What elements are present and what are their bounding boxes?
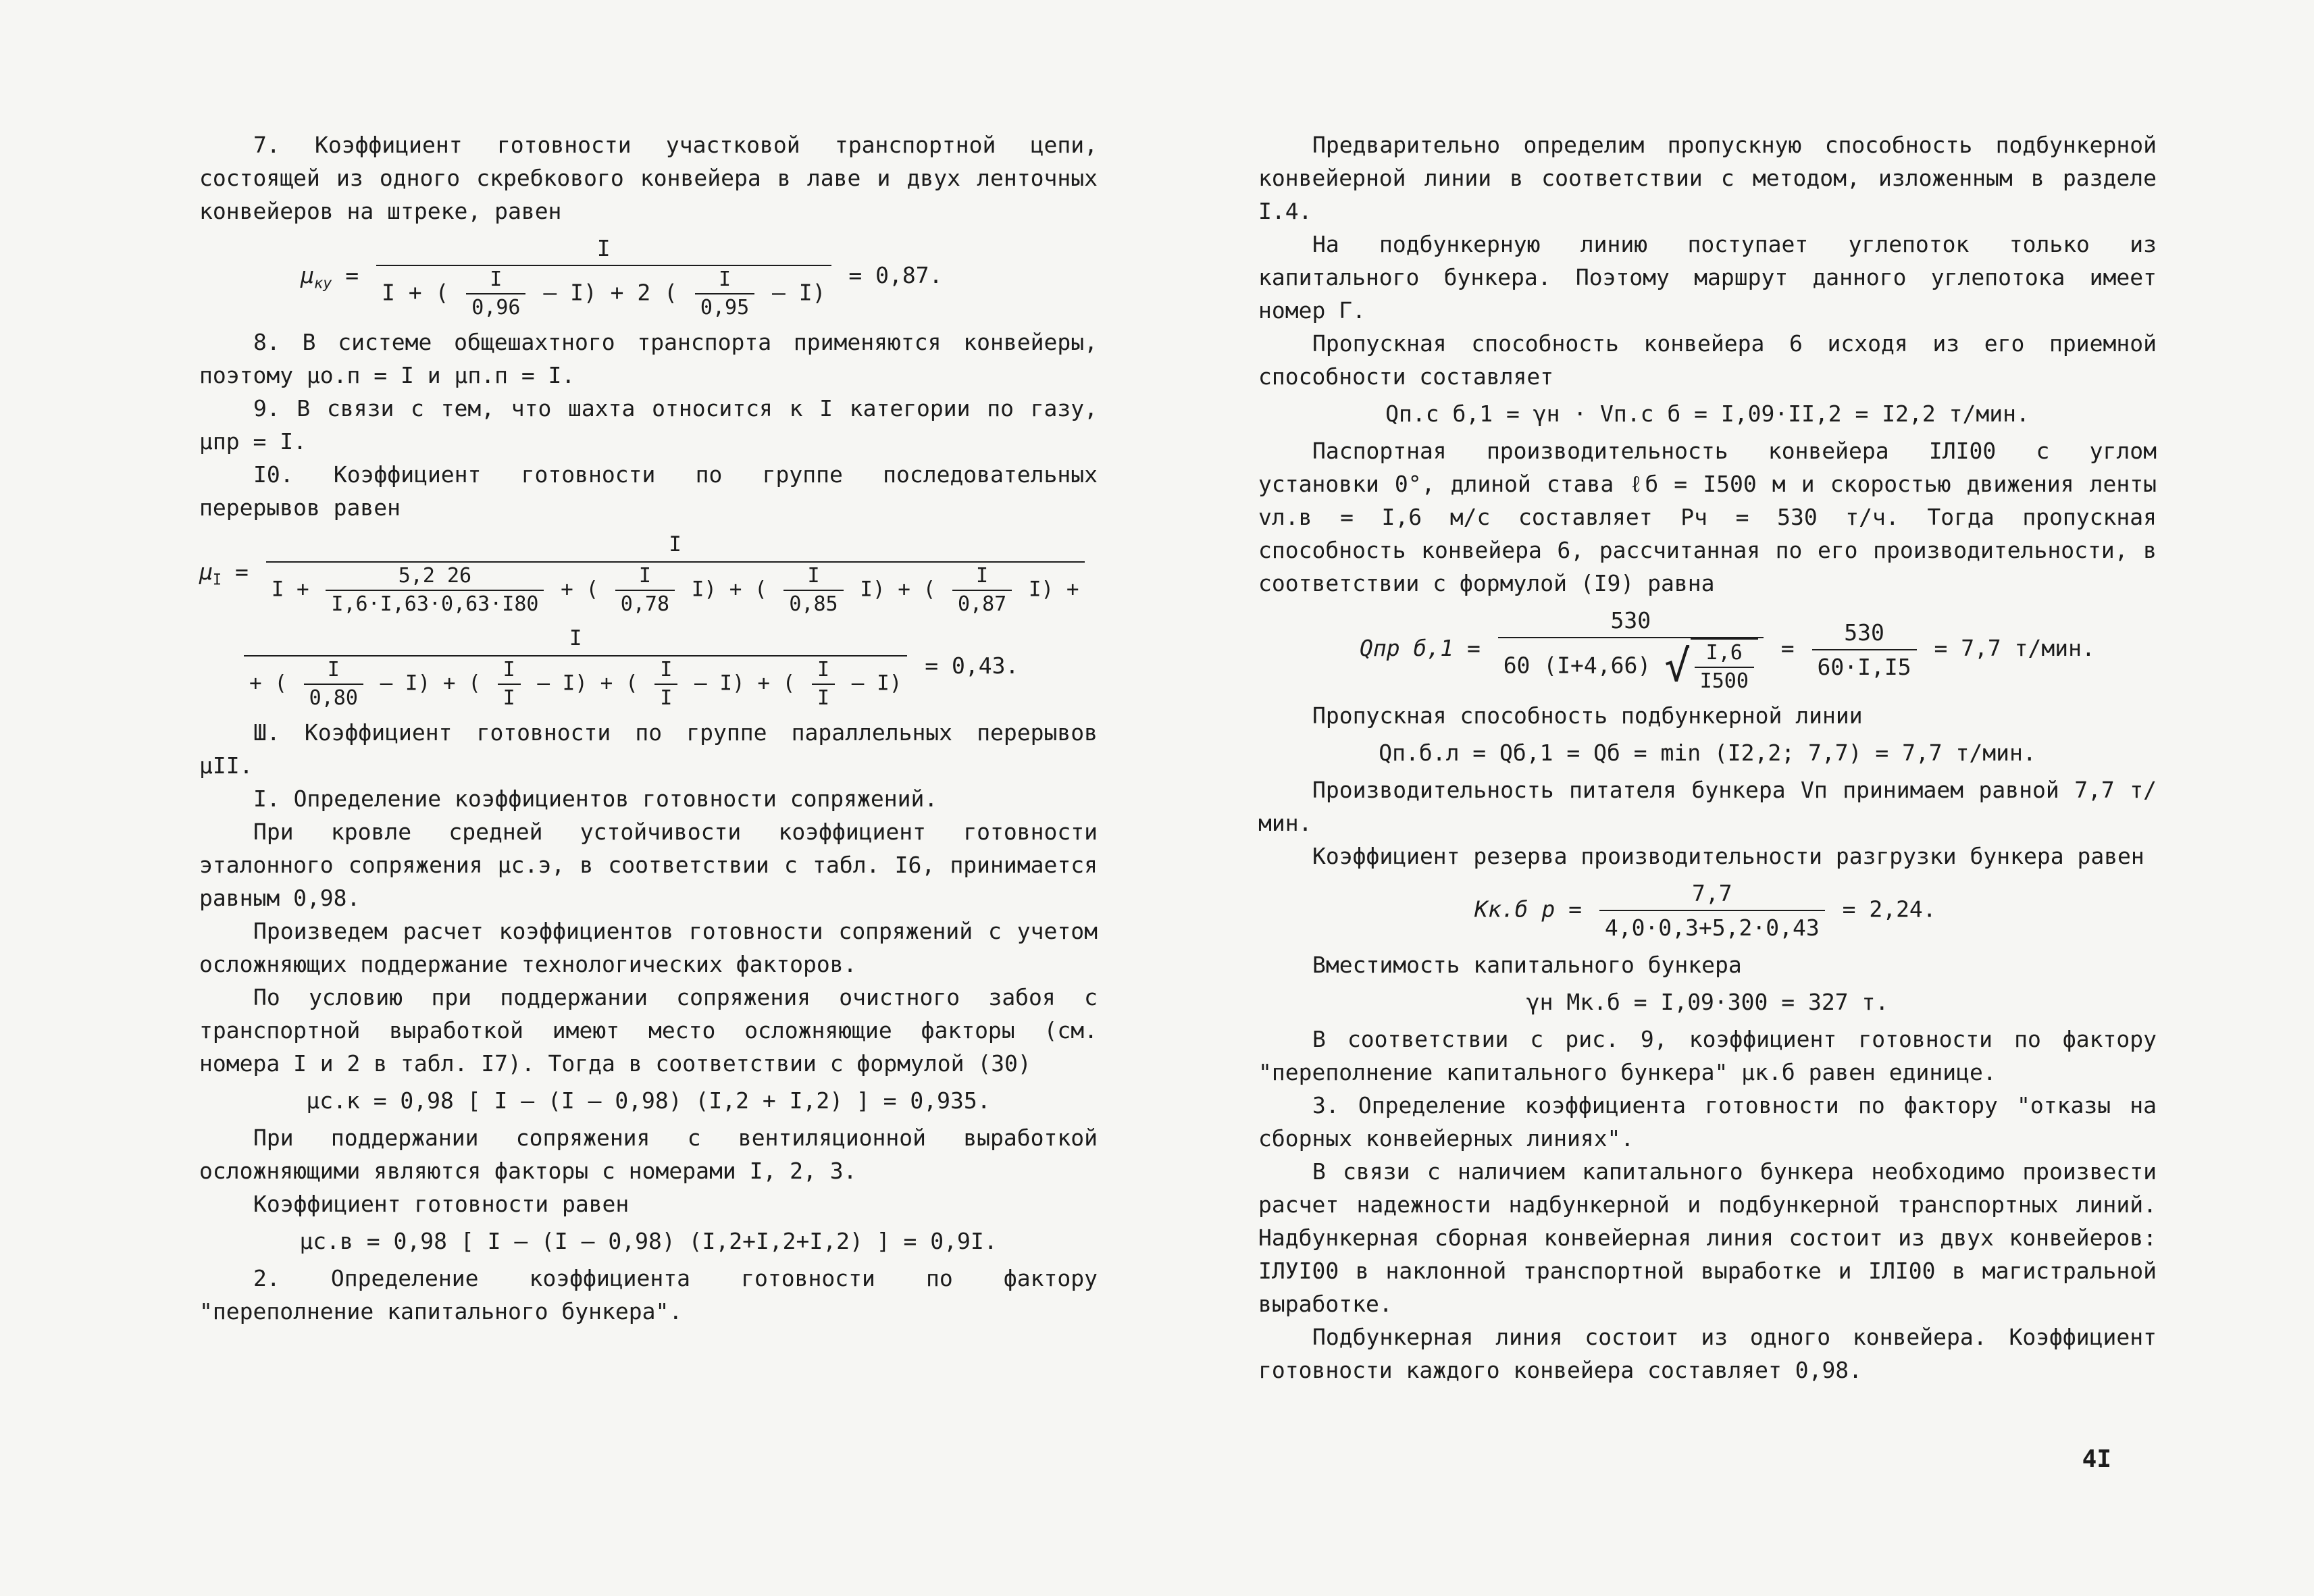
right-column — [1258, 128, 2157, 1387]
paragraph-r5: Пропускная способность подбункерной линии — [1312, 702, 1863, 729]
right-page — [1157, 0, 2314, 1596]
paragraph-12: I. Определение коэффициентов готовности сопряжений. — [253, 786, 938, 812]
paragraph-18: 2. Определение коэффициента готовности по фактору "переполнение капитального бункера". — [199, 1265, 1098, 1324]
paragraph-r11: В связи с наличием капитального бункера необходимо произвести расчет надежности надбункерной и подбункерной транспортных линий. Надбункерная сборная конвейерная линия состоит из двух конвейеров: IЛУI00 в наклонной транспортной выработке и IЛI00 в магистральной выработке. — [1258, 1158, 2157, 1317]
paragraph-11: Ш. Коэффициент готовности по группе параллельных перерывов μII. — [199, 719, 1098, 779]
paragraph-r6: Производительность питателя бункера Vп принимаем равной 7,7 т/мин. — [1258, 777, 2157, 836]
formula-mu-sk: μс.к = 0,98 [ I – (I – 0,98) (I,2 + I,2) ] = 0,935. — [306, 1087, 991, 1114]
paragraph-r12: Подбункерная линия состоит из одного конвейера. Коэффициент готовности каждого конвейера составляет 0,98. — [1258, 1324, 2157, 1383]
paragraph-r4: Паспортная производительность конвейера IЛI00 с углом установки 0°, длиной става ℓб = I500 м и скоростью движения ленты vл.в = I,6 м/с составляет Pч = 530 т/ч. Тогда пропускная способность конвейера 6, рассчитанная по его производительности, в соответствии с формулой (I9) равна — [1258, 438, 2157, 596]
formula-q-pr: Qпр б,1 = 530 60 (I+4,66) √ $\frac{I,6}{I500}$ = $\frac{530}{60\cdot I,I5}$ = 7,7 т/мин. — [1258, 604, 2157, 695]
formula-mu-I-continuation: I + ( $\frac{I}{0,80}$ – I) + ( $\frac{I}{I}$ – I) + ( $\frac{I}{I}$ – I) + ( $\frac{I}{I}$ – I) = 0,43. — [199, 622, 1098, 712]
paragraph-14: Произведем расчет коэффициентов готовности сопряжений с учетом осложняющих поддержание технологических факторов. — [199, 918, 1098, 977]
formula-q-ps: Qп.с б,1 = γн · Vп.с б = I,09·II,2 = I2,2 т/мин. — [1385, 401, 2030, 427]
paragraph-16: При поддержании сопряжения с вентиляционной выработкой осложняющими являются факторы с номерами I, 2, 3. — [199, 1125, 1098, 1184]
paragraph-r3: Пропускная способность конвейера 6 исходя из его приемной способности составляет — [1258, 330, 2157, 390]
formula-mu-sv: μс.в = 0,98 [ I – (I – 0,98) (I,2+I,2+I,2) ] = 0,9I. — [299, 1228, 998, 1254]
paragraph-8: 8. В системе общешахтного транспорта применяются конвейеры, поэтому μо.п = I и μп.п = I. — [199, 329, 1098, 388]
paragraph-r1: Предварительно определим пропускную способность подбункерной конвейерной линии в соответствии с методом, изложенным в разделе I.4. — [1258, 132, 2157, 224]
formula-bunker-capacity: γн Mк.б = I,09·300 = 327 т. — [1526, 989, 1889, 1015]
paragraph-r2: На подбункерную линию поступает углепоток только из капитального бункера. Поэтому маршрут данного углепотока имеет номер Г. — [1258, 231, 2157, 324]
paragraph-r7: Коэффициент резерва производительности разгрузки бункера равен — [1312, 843, 2144, 869]
formula-q-pbl: Qп.б.л = Qб,1 = Qб = min (I2,2; 7,7) = 7,7 т/мин. — [1379, 740, 2036, 766]
paragraph-7: 7. Коэффициент готовности участковой транспортной цепи, состоящей из одного скребкового конвейера в лаве и двух ленточных конвейеров на штреке, равен — [199, 132, 1098, 224]
paragraph-r8: Вместимость капитального бункера — [1312, 952, 1742, 978]
formula-mu-I: $\mu_I$ = I I + $\frac{5,2 26}{I,6\cdot I,63\cdot 0,63\cdot I80}$ + ( $\frac{I}{0,78}$ I) + ( $\frac{I}{0,85}$ I) + ( $\frac{I}{0,87}$ I) + — [199, 528, 1098, 618]
left-column — [199, 128, 1098, 1328]
paragraph-10: I0. Коэффициент готовности по группе последовательных перерывов равен — [199, 461, 1098, 521]
paragraph-15: По условию при поддержании сопряжения очистного забоя с транспортной выработкой имеют место осложняющие факторы (см. номера I и 2 в табл. I7). Тогда в соответствии с формулой (30) — [199, 984, 1098, 1077]
paragraph-13: При кровле средней устойчивости коэффициент готовности эталонного сопряжения μс.э, в соответствии с табл. I6, принимается равным 0,98. — [199, 819, 1098, 911]
paragraph-9: 9. В связи с тем, что шахта относится к I категории по газу, μпр = I. — [199, 395, 1098, 455]
formula-k-reserve: Kк.б р = $\frac{7,7}{4,0\cdot 0,3+5,2\cdot 0,43}$ = 2,24. — [1258, 877, 2157, 944]
paragraph-r10: 3. Определение коэффициента готовности по фактору "отказы на сборных конвейерных линиях". — [1258, 1092, 2157, 1152]
paragraph-17: Коэффициент готовности равен — [253, 1191, 629, 1217]
page-number: 4I — [2082, 1445, 2111, 1473]
sqrt-icon: √ — [1664, 642, 1691, 692]
paragraph-r9: В соответствии с рис. 9, коэффициент готовности по фактору "переполнение капитального бункера" μк.б равен единице. — [1258, 1026, 2157, 1085]
formula-mu-ku: $\mu_{ку}$ = I I + ( $\frac{I}{0,96}$ – I) + 2 ( $\frac{I}{0,95}$ – I) = 0,87. — [199, 232, 1098, 321]
